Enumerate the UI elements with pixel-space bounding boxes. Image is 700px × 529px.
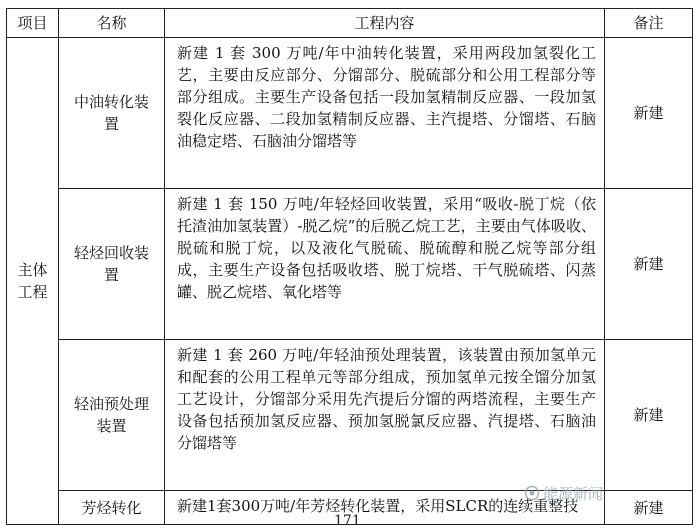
unit-content-cell: 新建 1 套 150 万吨/年轻烃回收装置，采用“吸收-脱丁烷（依托渣油加氢装置）-脱乙烷”的后脱乙烷工艺，主要由气体吸收、脱硫和脱丁烷，以及液化气脱硫、脱硫醇和脱乙烷等部分组成，主要生产设备包括吸收塔、脱丁烷塔、干气脱硫塔、闪蒸罐、脱乙烷塔、氧化塔等 (165, 189, 605, 340)
unit-note-cell: 新建 (605, 189, 693, 340)
header-name: 名称 (59, 9, 165, 38)
unit-note-cell: 新建 (605, 38, 693, 189)
unit-note-cell: 新建 (605, 491, 693, 525)
watermark-text: 能源新闻 (543, 484, 604, 503)
watermark (524, 482, 603, 504)
table-header-row (7, 9, 693, 38)
watermark-logo-icon (524, 485, 540, 501)
cut-off-table-caption (86, 0, 346, 4)
unit-name-cell: 芳烃转化 (59, 491, 165, 525)
table-row (7, 38, 693, 189)
header-content: 工程内容 (165, 9, 605, 38)
unit-name-cell: 轻烃回收装置 (59, 189, 165, 340)
unit-content-cell: 新建 1 套 260 万吨/年轻油预处理装置，该装置由预加氢单元和配套的公用工程单元等部分组成，预加氢单元按全馏分加氢工艺设计，分馏部分采用先汽提后分馏的两塔流程，主要生产设备包括预加氢反应器、预加氢脱氯反应器、汽提塔、石脑油分馏塔等 (165, 340, 605, 491)
category-cell: 主体工程 (7, 38, 59, 525)
unit-content-cell: 新建1套300万吨/年芳烃转化装置，采用SLCR的连续重整技 (165, 491, 605, 525)
page-number: 171 (334, 513, 361, 529)
unit-content-cell: 新建 1 套 300 万吨/年中油转化装置，采用两段加氢裂化工艺，主要由反应部分、分馏部分、脱硫部分和公用工程部分等部分组成。主要生产设备包括一段加氢精制反应器、一段加氢裂化反应器、二段加氢精制反应器、主汽提塔、分馏塔、石脑油稳定塔、石脑油分馏塔等 (165, 38, 605, 189)
unit-name-cell: 中油转化装置 (59, 38, 165, 189)
header-category: 项目 (7, 9, 59, 38)
header-note: 备注 (605, 9, 693, 38)
table-row (7, 189, 693, 340)
project-composition-table (6, 8, 693, 525)
unit-note-cell: 新建 (605, 340, 693, 491)
unit-name-cell: 轻油预处理装置 (59, 340, 165, 491)
table-row (7, 340, 693, 491)
